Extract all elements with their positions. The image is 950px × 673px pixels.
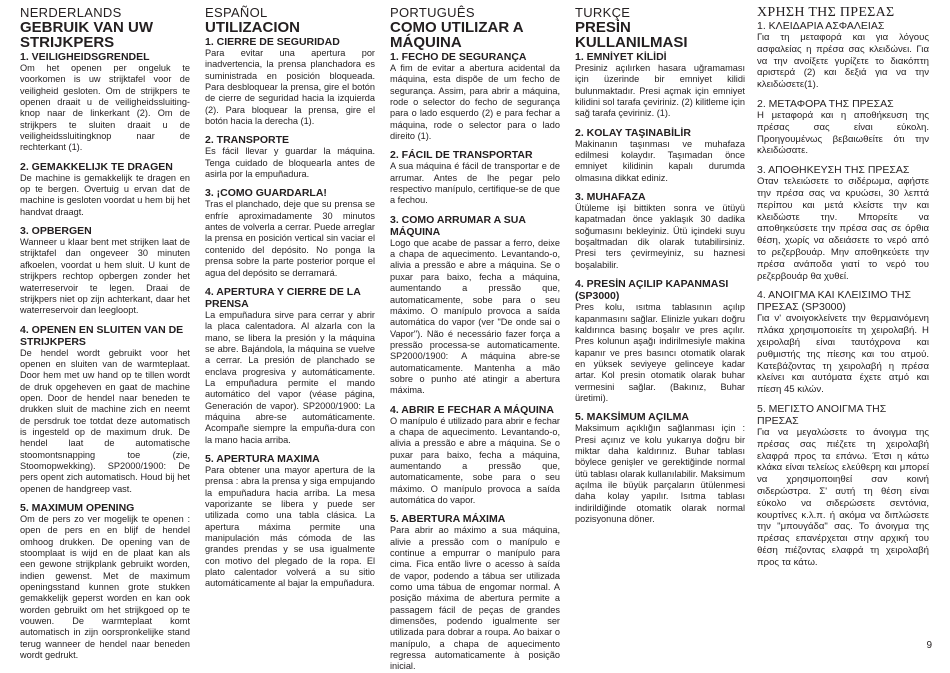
- section-text: Para abrir ao máximo a sua máquina, alivie a pressão com o manípulo e continue a empurrar o manípulo para cima. Fica então livre o acesso à saída de vapor, podendo a tábua ser utilizada como uma tábua de engomar normal. A posição máxima de abertura permite a passagem fácil de peças de grandes dimensões, podendo igualmente ser utilizada para dobrar a roupa. Ao baixar o manípulo, a chapa de aquecimento regressa automaticamente à posição inicial.: [390, 525, 560, 672]
- instruction-section: [575, 127, 745, 184]
- section-text: Es fácil llevar y guardar la máquina. Tenga cuidado de bloquearla antes de asirla por la empuñadura.: [205, 146, 375, 180]
- section-text: De machine is gemakkelijk te dragen en op te bergen. Overtuig u ervan dat de machine is gesloten voordat u hem bij het handvat draagt.: [20, 172, 190, 217]
- section-text: Om de pers zo ver mogelijk te openen : open de pers en en blijf de hendel omhoog drukken. De opening van de stoomplaat is wijd en de plaat kan als een gewone strijkplank gebruikt worden, indien gewenst. Met de maximum openingsstand kunnen grote stukken gemakkelijk geperst worden en kan ook worden gebruikt om het strijkgoed op te vouwen. De warmteplaat komt automatisch in zijn oorspronkelijke stand terug wanneer de hendel naar beneden wordt gedrukt.: [20, 514, 190, 661]
- section-heading: 5. MAXIMUM OPENING: [20, 502, 135, 514]
- section-heading: 2. FÁCIL DE TRANSPORTAR: [390, 149, 533, 162]
- section-heading: 2. TRANSPORTE: [205, 134, 290, 147]
- instruction-section: [20, 51, 190, 154]
- section-heading: 3. ΑΠΟΘΗΚΕΥΣΗ ΤΗΣ ΠΡΕΣΑΣ: [757, 164, 910, 177]
- section-text: Logo que acabe de passar a ferro, deixe a chapa de aquecimento. Levantando-o, alivia a pressão e abre a máquina. Se o puxar para baixo, fecha a máquina, aumentando a pressão que, automaticamente, sobe para o seu máximo. O manípulo provoca a saída automática do vapor (ver "De onde sai o Vapor"). Não é necessário fazer força a pressão processa-se automaticamente. SP2000/1900: A máquina abre-se automaticamente. Mantenha a mão sobre o punho até atingir a abertura máxima.: [390, 237, 560, 396]
- section-heading: 5. ΜΕΓΙΣΤΟ ΑΝΟΙΓΜΑ ΤΗΣ ΠΡΕΣΑΣ: [757, 402, 887, 427]
- instruction-section: [575, 191, 745, 271]
- section-heading: 3. ¡COMO GUARDARLA!: [205, 187, 327, 200]
- section-heading: 4. APERTURA Y CIERRE DE LA PRENSA: [205, 285, 361, 310]
- column-turkish: [575, 6, 745, 651]
- section-title: GEBRUIK VAN UW STRIJKPERS: [20, 19, 154, 51]
- instruction-section: [20, 324, 190, 495]
- section-text: Wanneer u klaar bent met strijken laat de strijktafel dan ongeveer 30 minuten afkoelen, voordat u hem sluit. U kunt de strijkpers rechtop opbergen zonder het waterreservoir te legen. Draai de strijkpers niet op zijn achterkant, daar het waterreservoir dan leegloopt.: [20, 237, 190, 316]
- instruction-section: [575, 411, 745, 525]
- section-text: De hendel wordt gebruikt voor het openen en sluiten van de warmteplaat. Door hem met uw hand op te tillen wordt de druk opgeheven en gaat de machine open. Door de hendel naar beneden te drukken sluit de machine zich en neemt de persdruk toe totdat deze automatisch is ingesteld op de maximum druk. De hendel laat de automatische stoomontsnapping toe (zie, Stoomopwekking). SP2000/1900: De pers opent zich automatisch. Houd bij het openen de handgreep vast.: [20, 347, 190, 494]
- instruction-section: [757, 20, 929, 91]
- section-text: Para obtener una mayor apertura de la prensa : abra la prensa y siga empujando la empuñadura hacia arriba. La mesa vaporizante se libera y puede ser utilizada como una tabla clásica. La apertura máxima permite una manipulación más cómoda de las grandes prendas y se usa igualmente con motivo del plegado de la ropa. El plato calentador volverá a su sitio automáticamente al bajar la empuñadura.: [205, 464, 375, 589]
- section-heading: 4. ΑΝΟΙΓΜΑ ΚΑΙ ΚΛΕΙΣΙΜΟ ΤΗΣ ΠΡΕΣΑΣ (SP3000): [757, 289, 911, 314]
- section-text: Maksimum açıklığın sağlanması için : Presi açınız ve kolu yukarıya doğru bir miktar daha kaldırınız. Buhar tablası böylece genişler ve gerektiğinde normal ütü tablası olarak kullanılabilir. Maksimum açılma ile büyük parçaların ütülenmesi daha kolay yapılır. Isıtma tablası indirildiğinde otomatik olarak normal pozisyonuna döner.: [575, 423, 745, 524]
- section-heading: 1. EMNİYET KİLİDİ: [575, 51, 667, 63]
- page-number: 9: [926, 640, 932, 651]
- section-text: Tras el planchado, deje que su prensa se enfríe aproximadamente 30 minutos antes de volverla a cerrar. Puede arreglar la prensa en posición vertical sin vaciar el contenido del depósito. No ponga la prensa sobre la parte posterior porque el agua del depósito se derramará.: [205, 199, 375, 278]
- section-text: Η μεταφορά και η αποθήκευση της πρέσας σας είναι εύκολη. Προηγουμένως βεβαιωθείτε ότι την κλειδώσατε.: [757, 109, 929, 157]
- instruction-section: [757, 289, 929, 396]
- instruction-section: [575, 278, 745, 404]
- section-text: O manípulo é utilizado para abrir e fechar a chapa de aquecimento. Levantando-o, alivia a pressão e abre a máquina. Se o puxar para baixo, fecha a máquina, aumentando a pressão que, automaticamente, sobe para o seu máximo. O manípulo provoca a saída automática do vapor.: [390, 415, 560, 505]
- section-heading: 5. ABERTURA MÁXIMA: [390, 513, 506, 526]
- section-heading: 4. OPENEN EN SLUITEN VAN DE STRIJKPERS: [20, 323, 184, 348]
- instruction-section: [205, 187, 375, 278]
- instruction-section: [757, 164, 929, 282]
- section-heading: 5. MAKSİMUM AÇILMA: [575, 411, 689, 424]
- column-dutch: [20, 5, 190, 661]
- section-text: Για ν' ανοιγοκλείνετε την θερμαινόμενη πλάκα χρησιμοποιείτε τη χειρολαβή. Η χειρολαβή είναι ταυτόχρονα και ρυθμιστής της πίεσης και του ατμού. Κατεβάζοντας τη χειρολαβή η πρέσα κλείνει και αυτόματα έχετε ατμό και πίεση 45 κιλών.: [757, 313, 929, 396]
- section-text: A sua máquina é fácil de transportar e de arrumar. Antes de lhe pegar pelo respectivo manípulo, certifique-se de que a fechou.: [390, 161, 560, 206]
- section-title: PRESİN KULLANILMASI: [575, 19, 688, 51]
- section-text: Για να μεγαλώσετε το άνοιγμα της πρέσας σας πιέζετε τη χειρολαβή ελαφρά προς τα επάνω. Έτσι η κάτω κλάκα είναι τελείως ελεύθερη και μπορεί να χρησιμοποιηθεί σαν κοινή σιδερώστρα. Σ' αυτή τη θέση είναι εύκολο να σιδερώσετε σεντόνια, κουρτίνες κ.λ.π. ή ακόμα να διπλώσετε την "μπουγάδα" σας. Το άνοιγμα της πρέσας επανέρχεται στην αρχική του θέση πιέζοντας ελαφρά τη χειρολαβή προς τα κάτω.: [757, 426, 929, 568]
- section-heading: 4. PRESİN AÇILIP KAPANMASI (SP3000): [575, 278, 729, 303]
- section-text: La empuñadura sirve para cerrar y abrir la placa calentadora. Al alzarla con la mano, se libera la presión y la máquina se abre. Bajándola, la máquina se vuelve a cerrar. La presión de planchado se enclava progresiva y automáticamente. La empuñadura permite el mando automático del vapor (véase página, Generación de vapor). SP2000/1900: La máquina abre-se automáticamente. Acompañe siempre la empuña-dura con la mano hacia arriba.: [205, 309, 375, 445]
- instruction-section: [20, 502, 190, 661]
- instruction-section: [205, 134, 375, 180]
- section-heading: 1. ΚΛΕΙΔΑΡΙΑ ΑΣΦΑΛΕΙΑΣ: [757, 20, 885, 32]
- section-heading: 2. KOLAY TAŞINABİLİR: [575, 126, 691, 139]
- language-label: ESPAÑOL: [205, 5, 268, 20]
- section-heading: 1. VEILIGHEIDSGRENDEL: [20, 51, 150, 63]
- section-heading: 1. FECHO DE SEGURANÇA: [390, 51, 527, 63]
- section-text: Για τη μεταφορά και για λόγους ασφαλείας η πρέσα σας κλειδώνει. Για να την ανοίξετε γυρίζετε το διακόπτη αριστερά (2) και δεξιά για να την κλειδώσετε(1).: [757, 32, 929, 91]
- column-greek: [757, 6, 929, 651]
- section-text: Presiniz açılırken hasara uğramaması için üzerinde bir emniyet kilidi bulunmaktadır. Presi açmak için emniyet kilidini sol tarafa çeviriniz. (2) kilitleme için sağ tarafa çeviriniz. (1).: [575, 63, 745, 119]
- section-text: Makinanın taşınması ve muhafaza edilmesi kolaydır. Taşımadan önce emniyet kilidinin kapalı durumda olmasına dikkat ediniz.: [575, 138, 745, 183]
- section-text: Pres kolu, ısıtma tablasının açılıp kapanmasını sağlar. Elinizle yukarı doğru kaldırınca basınç boşalır ve pres açılır. Pres kolunun aşağı indirilmesiyle makina kapanır ve pres basıncı otomatik olarak en yüksek seviyeye gelinceye kadar artar. Kol presin otomatik olarak buhar vermesini sağlar. (Bakınız, Buhar üretimi).: [575, 302, 745, 403]
- instruction-section: [205, 453, 375, 590]
- section-heading: 3. MUHAFAZA: [575, 191, 646, 204]
- section-heading: 3. OPBERGEN: [20, 225, 92, 238]
- instruction-section: [390, 51, 560, 142]
- instruction-section: [205, 286, 375, 446]
- instruction-section: [757, 98, 929, 157]
- instruction-section: [205, 36, 375, 127]
- instruction-section: [390, 404, 560, 507]
- language-label: PORTUGUÊS: [390, 5, 475, 20]
- section-title: UTILIZACION: [205, 19, 300, 36]
- section-heading: 2. GEMAKKELIJK TE DRAGEN: [20, 160, 173, 173]
- instruction-section: [20, 225, 190, 316]
- section-text: A fim de evitar a abertura acidental da máquina, esta dispõe de um fecho de segurança. Assim, para abrir a máquina, rode o selector do fecho de segurança para o lado esquerdo (2) e para fechar a máquina, rode o selector para o lado direito (1).: [390, 63, 560, 142]
- section-heading: 3. COMO ARRUMAR A SUA MÁQUINA: [390, 213, 526, 238]
- instruction-section: [757, 403, 929, 569]
- section-text: Om het openen per ongeluk te voorkomen is uw strijktafel voor de veiligheid gesloten. Om de strijkpers te openen draait u de veiligheidssluiting-knop naar de linkerkant (2). Om de strijkpers te sluiten draait u de veiligheidssluitingknop naar de rechterkant (1).: [20, 63, 190, 153]
- section-heading: 1. CIERRE DE SEGURIDAD: [205, 36, 340, 48]
- section-heading: 4. ABRIR E FECHAR A MÁQUINA: [390, 403, 554, 416]
- instruction-section: [390, 149, 560, 206]
- section-text: Para evitar una apertura por inadvertencia, la prensa planchadora es suministrada en posición bloqueada. Para desbloquear la prensa, gire el botón de cierre de seguridad hacia la izquierda (2). Para bloquear la prensa, gire el botón hacia la derecha (1).: [205, 48, 375, 127]
- section-text: Ütüleme işi bittikten sonra ve ütüyü kapatmadan önce yaklaşık 30 dadika soğumasını bekleyiniz. Ütü içindeki suyu boşaltmadan dik olarak tutabilirsiniz. Presi ters çevirmeyiniz, su haznesi boşalabilir.: [575, 203, 745, 270]
- section-heading: 2. ΜΕΤΑΦΟΡΑ ΤΗΣ ΠΡΕΣΑΣ: [757, 97, 894, 110]
- column-spanish: [205, 6, 375, 651]
- section-text: Οταν τελειώσετε το σιδέρωμα, αφήστε την πρέσα σας να κρυώσει, 30 λεπτά περίπου και μετά κλείστε την και κλειδώστε την. Μπορείτε να αποθηκεύσετε την πρέσα σας σε όρθια θέση, χωρίς να αδειάσετε το νερό από το ρεζερβουάρ. Μην αποθηκεύετε την πρέσα ανάποδα γιατί το νερό του ρεζερβουάρ θα χυθεί.: [757, 176, 929, 282]
- instruction-section: [575, 51, 745, 120]
- instruction-section: [390, 214, 560, 397]
- language-label: ΧΡΗΣΗ ΤΗΣ ΠΡΕΣΑΣ: [757, 5, 895, 20]
- instruction-section: [390, 513, 560, 672]
- section-title: COMO UTILIZAR A MÁQUINA: [390, 19, 524, 51]
- column-portuguese: [390, 5, 560, 672]
- language-label: NERDERLANDS: [20, 5, 122, 20]
- section-heading: 5. APERTURA MAXIMA: [205, 452, 320, 465]
- instruction-section: [20, 161, 190, 218]
- language-label: TURKÇE: [575, 5, 631, 20]
